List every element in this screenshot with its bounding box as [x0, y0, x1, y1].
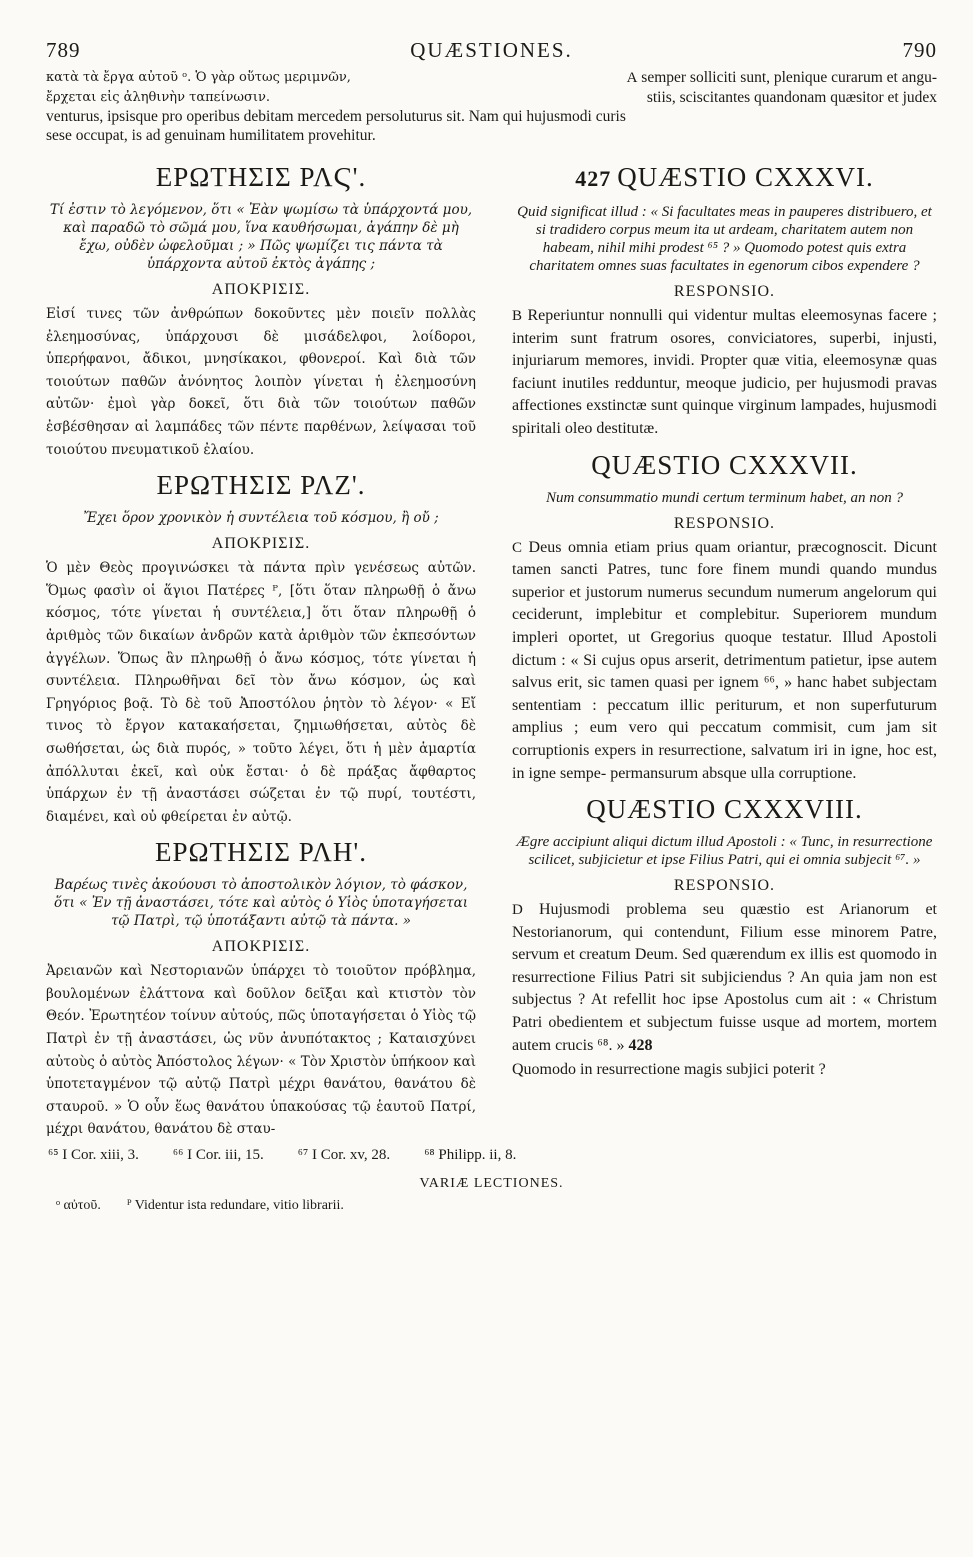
greek-heading-136: ΕΡΩΤΗΣΙΣ ΡΛϚ'. — [155, 162, 367, 192]
greek-column — [46, 153, 476, 1141]
latin-response-label-137: RESPONSIO. — [673, 514, 776, 532]
continuation-greek-line-1: κατὰ τὰ ἔργα αὐτοῦ ᵒ. Ὁ γὰρ οὕτως μεριμνῶν, — [46, 70, 351, 85]
footnotes — [46, 1147, 937, 1164]
greek-question-138: Βαρέως τινὲς ἀκούουσι τὸ ἀποστολικὸν λόγιον, τὸ φάσκον, ὅτι « Ἐν τῇ ἀναστάσει, τότε καὶ αὐτὸς ὁ Υἱὸς ὑποταγήσεται τῷ Πατρὶ, τῷ ὑποτάξαντι αὐτῷ τὰ πάντα. » — [54, 877, 468, 930]
footnote-66: ⁶⁶ I Cor. iii, 15. — [172, 1147, 264, 1164]
two-column-body — [46, 153, 937, 1141]
latin-answer-136-text: Reperiuntur nonnulli qui videntur multas eleemosynas facere ; interim sunt fratrum osores, conviciatores, superbi, injusti, injuriarum memores, invidi. Propter quæ vitia, eleemosynæ quas faciunt inutiles redduntur, meoque judicio, per hujusmodi pravas affectiones exstinctæ sunt quinque virginum lampades, hujusmodi spiritali oleo destitutæ. — [512, 307, 938, 437]
column-number-428: 428 — [628, 1036, 653, 1054]
latin-answer-138 — [512, 899, 937, 1057]
page-number-left: 789 — [46, 38, 81, 62]
footnote-65: ⁶⁵ I Cor. xiii, 3. — [48, 1147, 139, 1164]
greek-response-label-138: ΑΠΟΚΡΙΣΙΣ. — [211, 938, 311, 956]
variant-note-p: ᴾ Videntur ista redundare, vitio librarii. — [126, 1198, 344, 1214]
greek-heading-138: ΕΡΩΤΗΣΙΣ ΡΛΗ'. — [155, 837, 367, 868]
latin-answer-136 — [512, 305, 937, 441]
greek-answer-138: Ἀρειανῶν καὶ Νεστοριανῶν ὑπάρχει τὸ τοιοῦτον πρόβλημα, βουλομένων ἐλάττονα καὶ δοῦλον δεῖξαι καὶ κτιστὸν τὸν Θεόν. Ἐρωτητέον τοίνυν αὐτούς, πῶς ὑποταγήσεται ὁ Υἱὸς τῷ Πατρὶ ἐν τῇ ἀναστάσει, ὡς νῦν ἀνυπότακτος ; Καταισχύνει αὐτοὺς ὁ αὐτὸς Ἀπόστολος λέγων· « Τὸν Χριστὸν ὑπήκοον καὶ ὑποτεταγμένον τῷ αὐτῷ Πατρὶ μέχρι θανάτου, θανάτου δὲ σταυροῦ. » Ὁ οὖν ἕως θανάτου ὑπακούσας τῷ ἑαυτοῦ Πατρί, μέχρι θανάτου, θανάτου δὲ σταυ- — [46, 963, 476, 1138]
footnote-68: ⁶⁸ Philipp. ii, 8. — [424, 1147, 517, 1164]
latin-answer-138-text: Hujusmodi problema seu quæstio est Arianorum et Nestorianorum, qui contendunt, Filium esse minorem Patre, servum et creatum Deum. Sed quærendum ex illis est quomodo in resurrectione Filius Patri sit subjiciendus ? An quia jam non est subjectus ? At refellit hoc ipse Apostolus cum ait : « Christum Patri obedientem et subjectum fuisse usque ad mortem, mortem autem crucis ⁶⁸. » — [512, 901, 938, 1054]
continuation-latin-line-2: stiis, sciscitantes quandonam quæsitor et judex — [646, 89, 937, 106]
latin-heading-138: QUÆSTIO CXXXVIII. — [586, 794, 863, 825]
latin-heading-136 — [512, 161, 937, 195]
greek-question-136: Τί ἐστιν τὸ λεγόμενον, ὅτι « Ἐὰν ψωμίσω τὰ ὑπάρχοντά μου, καὶ παραδῶ τὸ σῶμά μου, ἵνα καυθήσωμαι, ἀγάπην δὲ μὴ ἔχω, οὐδὲν ὠφελοῦμαι ; » Πῶς ψωμίζει τις πάντα τὰ ὑπάρχοντα αὐτοῦ ἐκτὸς ἀγάπης ; — [49, 202, 473, 272]
margin-letter-a: A — [626, 70, 638, 86]
margin-letter-d: D — [512, 902, 523, 919]
variae-lectiones-heading: VARIÆ LECTIONES. — [419, 1176, 564, 1192]
latin-question-138: Ægre accipiunt aliqui dictum illud Apostoli : « Tunc, in resurrectione scilicet, subjicietur et ipse Filius Patri, qui ei omnia subjecit ⁶⁷. » — [516, 834, 933, 869]
latin-column — [512, 153, 937, 1141]
greek-answer-136: Εἰσί τινες τῶν ἀνθρώπων δοκοῦντες μὲν ποιεῖν πολλὰς ἐλεημοσύνας, ὑπάρχουσι δὲ μισάδελφοι, λοίδοροι, ὑπερήφανοι, ἄδικοι, μνησίκακοι, φθονεροί. Καὶ διὰ τῶν τοιούτων παθῶν ἀνόνητος λοιπὸν γίνεται ἡ ἐλεημοσύνη αὐτῶν· ἐμοὶ γὰρ δοκεῖ, ὅτι διὰ τῶν τοιούτων παθῶν ἐσβέσθησαν αἱ λαμπάδες τῶν πέντε παρθένων, λείψασαι τοῦ τοιούτου πνευματικοῦ ἐλαίου. — [46, 306, 476, 458]
running-title: QUÆSTIONES. — [410, 38, 573, 62]
continuation-latin-line-1: semper solliciti sunt, plenique curarum et angu- — [641, 69, 937, 86]
continuation-latin-line-3: venturus, ipsisque pro operibus debitam mercedem persoluturus sit. Nam qui hujusmodi curis — [46, 108, 626, 125]
variant-note-o: ᵒ αὐτοῦ. — [56, 1198, 101, 1214]
latin-answer-138-tail: Quomodo in resurrectione magis subjici poterit ? — [512, 1061, 826, 1079]
latin-response-label-136: RESPONSIO. — [673, 283, 776, 300]
greek-heading-137: ΕΡΩΤΗΣΙΣ ΡΛΖ'. — [156, 470, 366, 501]
latin-question-137: Num consummatio mundi certum terminum habet, an non ? — [545, 489, 904, 506]
continuation-greek-line-2: ἔρχεται εἰς ἀληθινὴν ταπείνωσιν. — [46, 90, 270, 105]
greek-response-label-137: ΑΠΟΚΡΙΣΙΣ. — [211, 535, 311, 553]
variae-lectiones-notes — [46, 1198, 937, 1214]
greek-question-137: Ἔχει ὅρον χρονικὸν ἡ συντέλεια τοῦ κόσμου, ἢ οὔ ; — [83, 510, 439, 527]
continuation-latin-line-4: sese occupat, is ad genuinam humilitatem provehitur. — [46, 127, 376, 144]
greek-response-label-136: ΑΠΟΚΡΙΣΙΣ. — [211, 281, 311, 298]
latin-answer-137-text: Deus omnia etiam prius quam oriantur, præcognoscit. Dicunt tamen sancti Patres, tunc fore finem mundi quando mundus superior et justorum numerus secundum numerum angelorum qui ceciderunt, implebitur et complebitur. Superiorem mundum impleri oportet, ut Gregorius quoque testatur. Illud Apostoli dictum : « Si cujus opus arserit, detrimentum patietur, ipse autem salvus erit, sic tamen quasi per ignem ⁶⁶, » hanc habet subjectam sententiam : peccatum illic periturum, et non superfuturum amplius ; eum vero qui peccatum commisit, cum jam sit corruptionis expers in resurrectione, salvatum iri in igne, hoc est, in igne sempe- permansurum absque ulla corruptione. — [512, 538, 938, 782]
running-head — [46, 38, 937, 66]
latin-answer-137 — [512, 537, 937, 786]
margin-letter-c: C — [512, 539, 523, 556]
continuation-text — [46, 68, 937, 145]
latin-heading-137: QUÆSTIO CXXXVII. — [591, 449, 858, 480]
latin-response-label-138: RESPONSIO. — [673, 877, 776, 895]
greek-answer-137: Ὁ μὲν Θεὸς προγινώσκει τὰ πάντα πρὶν γενέσεως αὐτῶν. Ὅμως φασὶν οἱ ἅγιοι Πατέρες ᴾ, [ὅτι ὅταν πληρωθῇ ὁ ἄνω κόσμος, τότε γίνεται ἡ συντέλεια,] ὅτι ὅταν πληρωθῇ ὁ ἀριθμὸς τῶν δικαίων ἀνδρῶν κατὰ ἀριθμὸν τῶν ἐκπεσόντων ἀγγέλων. Ὅπως ἂν πληρωθῇ ὁ ἄνω κόσμος, τότε γίνεται ἡ συντέλεια. Πληρωθῆναι δεῖ τὸν ἄνω κόσμον, ὡς καὶ Γρηγόριος βοᾷ. Τὸ δὲ τοῦ Ἀποστόλου ῥητὸν τὸ λέγον· « Εἴ τινος τὸ ἔργον κατακαήσεται, ζημιωθήσεται, αὐτὸς δὲ σωθήσεται, ὡς διὰ πυρός, » τοῦτο λέγει, ὅτι ἡ μὲν ἁμαρτία ἀπόλλυται ἐκεῖ, καὶ οὐκ ἔσται· ὁ δὲ πράξας ἄφθαρτος ὑπάρχων ἐν τῇ ἀναστάσει σώζεται ἐν τῷ πυρί, τουτέστι, διαμένει, καὶ οὐ φθείρεται ἐν αὐτῷ. — [46, 560, 476, 825]
latin-question-136: Quid significat illud : « Si facultates meas in pauperes distribuero, et si tradidero corpus meum ita ut ardeam, charitatem autem non habeam, nihil mihi prodest ⁶⁵ ? » Quomodo potest quis extra charitatem omnes suas facultates in egenorum cibos expendere ? — [517, 204, 932, 274]
margin-letter-b: B — [512, 308, 523, 324]
column-number-427: 427 — [575, 166, 612, 191]
latin-heading-136-text: QUÆSTIO CXXXVI. — [617, 162, 874, 192]
page-number-right: 790 — [902, 38, 937, 62]
footnote-67: ⁶⁷ I Cor. xv, 28. — [297, 1147, 391, 1164]
